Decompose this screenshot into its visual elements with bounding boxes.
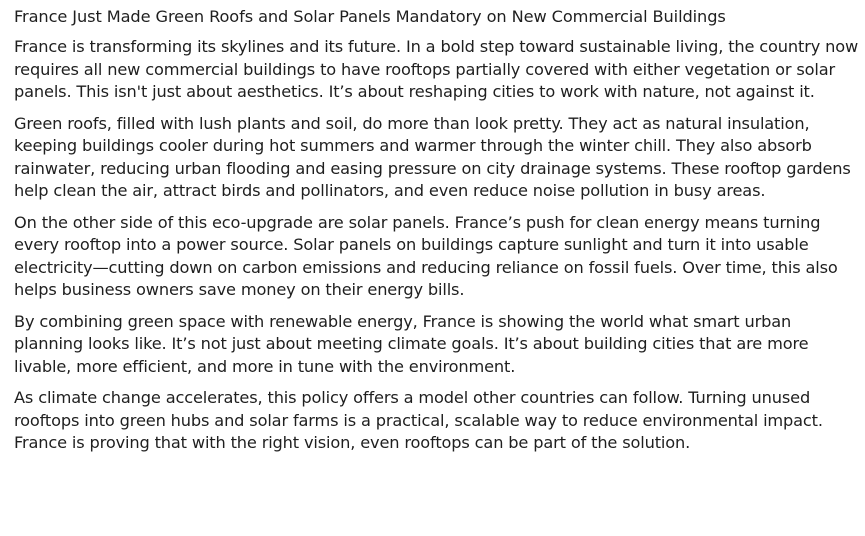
article-paragraph-3: On the other side of this eco-upgrade are solar panels. France’s push for clean energy means turning every rooftop into a power source. Solar panels on buildings capture sunlight and turn it into usable electricity—cutting down on carbon emissions and reducing reliance on fossil fuels. Over time, this also helps business owners save money on their energy bills. [14,212,838,299]
article [14,6,860,464]
article-title: France Just Made Green Roofs and Solar Panels Mandatory on New Commercial Buildings [14,7,726,26]
article-paragraph-1: France is transforming its skylines and its future. In a bold step toward sustainable living, the country now requires all new commercial buildings to have rooftops partially covered with either vegetation or solar panels. This isn't just about aesthetics. It’s about reshaping cities to work with nature, not against it. [14,37,859,101]
article-paragraph-4: By combining green space with renewable energy, France is showing the world what smart urban planning looks like. It’s not just about meeting climate goals. It’s about building cities that are more livable, more efficient, and more in tune with the environment. [14,311,809,376]
article-paragraph-2: Green roofs, filled with lush plants and soil, do more than look pretty. They act as natural insulation, keeping buildings cooler during hot summers and warmer through the winter chill. They also absorb rainwater, reducing urban flooding and easing pressure on city drainage systems. These rooftop gardens help clean the air, attract birds and pollinators, and even reduce noise pollution in busy areas. [14,113,851,200]
article-paragraph-5: As climate change accelerates, this policy offers a model other countries can follow. Turning unused rooftops into green hubs and solar farms is a practical, scalable way to reduce environmental impact. France is proving that with the right vision, even rooftops can be part of the solution. [14,388,823,452]
